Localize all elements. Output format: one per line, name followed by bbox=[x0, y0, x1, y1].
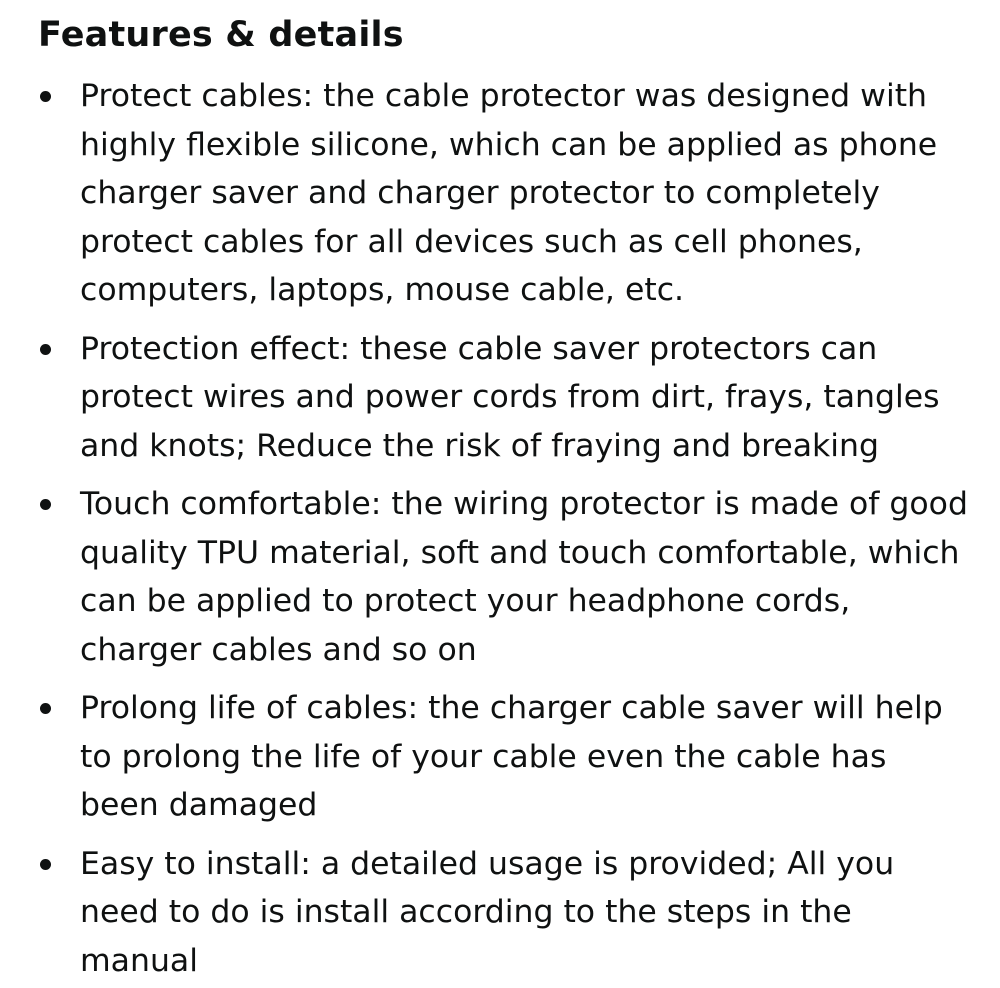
feature-bullet-text: Touch comfortable: the wiring protector is made of good quality TPU material, soft and touch comfortable, which can be applied to protect your headphone cords, charger cables and so on bbox=[80, 486, 968, 668]
bullet-dot-icon bbox=[40, 344, 51, 355]
feature-bullet-list bbox=[38, 72, 970, 985]
feature-bullet-item bbox=[38, 480, 970, 674]
feature-bullet-item bbox=[38, 72, 970, 315]
feature-bullet-text: Protection effect: these cable saver protectors can protect wires and power cords from dirt, frays, tangles and knots; Reduce the risk of fraying and breaking bbox=[80, 330, 940, 464]
bullet-dot-icon bbox=[40, 859, 51, 870]
feature-bullet-item bbox=[38, 684, 970, 830]
bullet-dot-icon bbox=[40, 703, 51, 714]
section-heading: Features & details bbox=[38, 15, 404, 55]
feature-bullet-text: Protect cables: the cable protector was designed with highly flexible silicone, which can be applied as phone charger saver and charger protector to completely protect cables for all devices such as cell phones, computers, laptops, mouse cable, etc. bbox=[80, 78, 938, 308]
feature-bullet-item bbox=[38, 840, 970, 986]
feature-bullet-text: Easy to install: a detailed usage is provided; All you need to do is install according to the steps in the manual bbox=[80, 845, 895, 979]
feature-bullet-item bbox=[38, 325, 970, 471]
bullet-dot-icon bbox=[40, 91, 51, 102]
bullet-dot-icon bbox=[40, 499, 51, 510]
feature-bullet-text: Prolong life of cables: the charger cable saver will help to prolong the life of your cable even the cable has been damaged bbox=[80, 690, 943, 823]
